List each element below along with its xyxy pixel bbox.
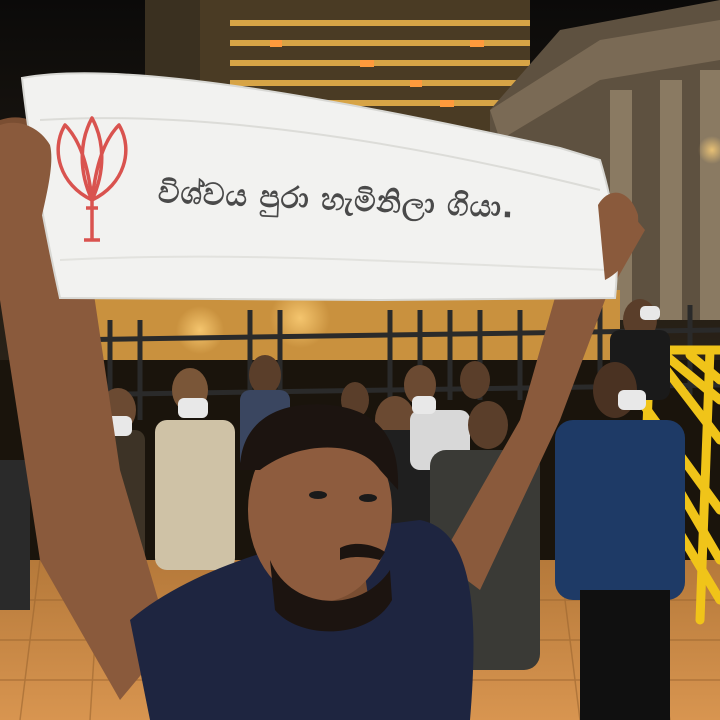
banner-slogan: විශ්වය පුරා හැමිනිලා ගියා. — [157, 175, 516, 226]
